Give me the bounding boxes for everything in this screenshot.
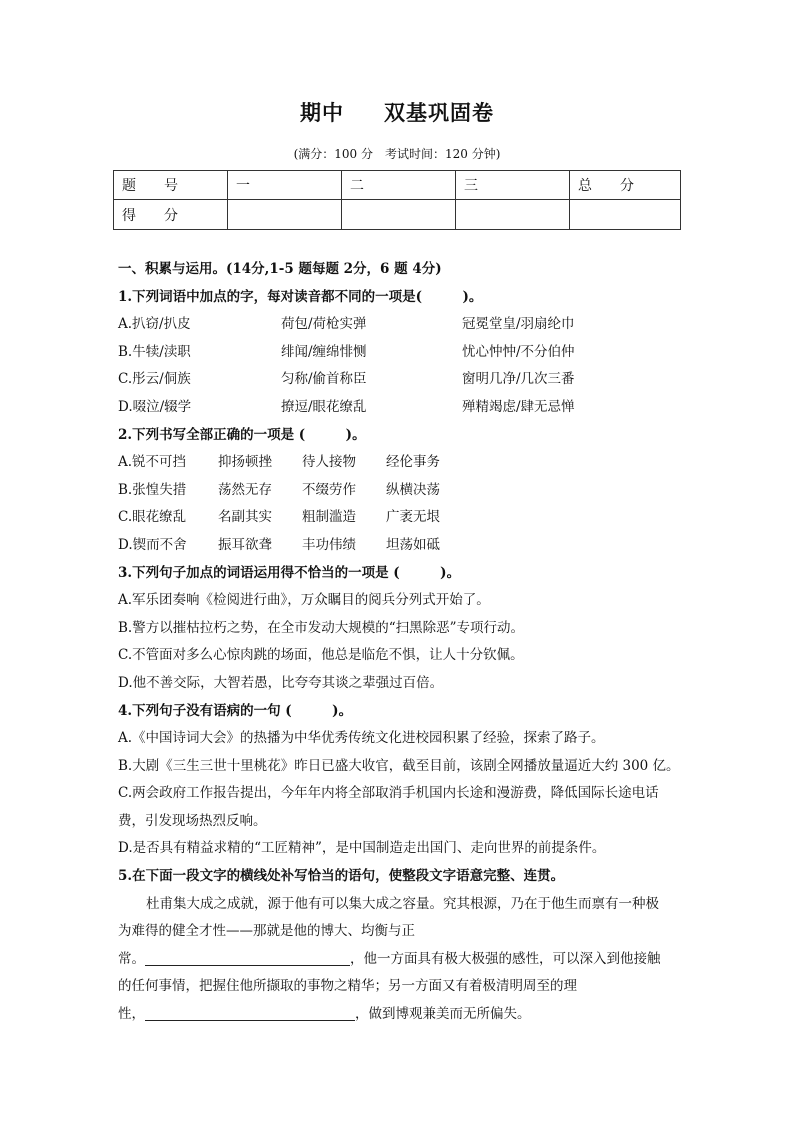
question-1-option-a[interactable]: [118, 311, 688, 339]
option-text: 振耳欲聋: [218, 536, 272, 553]
answer-blank-1[interactable]: [145, 947, 350, 966]
option-text: A.锐不可挡: [118, 454, 187, 471]
question-4-option-a[interactable]: A.《中国诗词大会》的热播为中华优秀传统文化进校园积累了经验，探索了路子。: [118, 730, 605, 747]
option-text: 荷包/荷枪实弹: [281, 316, 367, 333]
option-text: D.锲而不舍: [118, 536, 187, 553]
option-text: 纵横决荡: [386, 481, 440, 498]
question-1-option-c[interactable]: [118, 366, 688, 394]
score-input-cell[interactable]: [342, 200, 456, 230]
score-table: [113, 170, 681, 230]
score-table-cell: 二: [342, 171, 456, 200]
question-section: [118, 256, 688, 1029]
question-2-option-b[interactable]: [118, 477, 688, 505]
passage-text: ，他一方面具有极大极强的感性，可以深入到他接触: [350, 950, 661, 967]
question-4-option-b[interactable]: B.大剧《三生三世十里桃花》昨日已盛大收官，截至目前，该剧全网播放量逼近大约 300 亿。: [118, 757, 680, 774]
option-text: 粗制滥造: [302, 509, 356, 526]
option-text: 名副其实: [218, 509, 272, 526]
question-4-option-c-continued: 费，引发现场热烈反响。: [118, 812, 267, 829]
passage-text: 常。: [118, 950, 145, 967]
option-text: C.眼花缭乱: [118, 509, 187, 526]
score-table-cell: 得 分: [114, 200, 228, 230]
option-text: D.啜泣/辍学: [118, 398, 192, 415]
question-3-option-a[interactable]: A.军乐团奏响《检阅进行曲》，万众瞩目的阅兵分列式开始了。: [118, 592, 490, 609]
question-2-option-d[interactable]: [118, 532, 688, 560]
score-table-cell: 三: [456, 171, 570, 200]
passage-line-with-blank-1: [118, 946, 688, 974]
option-text: 荡然无存: [218, 481, 272, 498]
option-text: B.张惶失措: [118, 481, 187, 498]
score-table-cell: 一: [228, 171, 342, 200]
option-text: 殚精竭虑/肆无忌惮: [462, 398, 575, 415]
page-title: [0, 97, 794, 127]
passage-line-with-blank-2: [118, 1001, 688, 1029]
section-heading: 一、积累与运用。(14分,1-5 题每题 2分，6 题 4分): [118, 261, 442, 277]
option-text: 不缀劳作: [302, 481, 356, 498]
title-part-2: 双基巩固卷: [384, 100, 494, 125]
question-2-option-a[interactable]: [118, 449, 688, 477]
question-1-option-b[interactable]: [118, 339, 688, 367]
option-text: C.彤云/侗族: [118, 371, 191, 388]
score-table-cell: 总 分: [570, 171, 681, 200]
score-input-cell[interactable]: [570, 200, 681, 230]
question-2-stem: 2.下列书写全部正确的一项是 ( )。: [118, 426, 366, 443]
question-5-stem: 5.在下面一段文字的横线处补写恰当的语句，使整段文字语意完整、连贯。: [118, 868, 565, 885]
passage-line: 杜甫集大成之成就，源于他有可以集大成之容量。究其根源，乃在于他生而禀有一种极: [146, 895, 659, 912]
title-part-1: 期中: [300, 100, 344, 125]
question-4-stem: 4.下列句子没有语病的一句 ( )。: [118, 702, 353, 719]
exam-info: (满分：100 分 考试时间：120 分钟): [293, 147, 501, 161]
question-4-option-d[interactable]: D.是否具有精益求精的“工匠精神”，是中国制造走出国门、走向世界的前提条件。: [118, 840, 606, 857]
passage-line: 为难得的健全才性——那就是他的博大、均衡与正: [118, 923, 415, 940]
option-text: 窗明几净/几次三番: [462, 371, 575, 388]
passage-text: ，做到博观兼美而无所偏失。: [355, 1006, 531, 1023]
score-input-cell[interactable]: [228, 200, 342, 230]
answer-blank-2[interactable]: [145, 1002, 355, 1021]
question-4-option-c[interactable]: C.两会政府工作报告提出，今年年内将全部取消手机国内长途和漫游费，降低国际长途电话: [118, 785, 659, 802]
option-text: 丰功伟绩: [302, 536, 356, 553]
passage-text: 性，: [118, 1006, 145, 1023]
option-text: 坦荡如砥: [386, 536, 440, 553]
question-2-option-c[interactable]: [118, 504, 688, 532]
question-3-option-d[interactable]: D.他不善交际，大智若愚，比夸夸其谈之辈强过百倍。: [118, 674, 444, 691]
option-text: 匀称/偷首称臣: [281, 371, 367, 388]
question-1-stem: 1.下列词语中加点的字，每对读音都不同的一项是( )。: [118, 288, 483, 305]
score-input-cell[interactable]: [456, 200, 570, 230]
score-table-header-row: [114, 171, 681, 200]
question-3-option-b[interactable]: B.警方以摧枯拉朽之势，在全市发动大规模的“扫黑除恶”专项行动。: [118, 619, 525, 636]
option-text: B.牛犊/渎职: [118, 343, 191, 360]
question-1-option-d[interactable]: [118, 394, 688, 422]
option-text: 待人接物: [302, 454, 356, 471]
option-text: 绯闻/缠绵悱恻: [281, 343, 367, 360]
score-table-score-row: [114, 200, 681, 230]
question-3-option-c[interactable]: C.不管面对多么心惊肉跳的场面，他总是临危不惧，让人十分钦佩。: [118, 647, 524, 664]
passage-line: 的任何事情，把握住他所撷取的事物之精华；另一方面又有着极清明周至的理: [118, 978, 577, 995]
score-table-cell: 题 号: [114, 171, 228, 200]
option-text: 经伦事务: [386, 454, 440, 471]
option-text: 忧心忡忡/不分伯仲: [462, 343, 575, 360]
option-text: 撩逗/眼花缭乱: [281, 398, 367, 415]
question-3-stem: 3.下列句子加点的词语运用得不恰当的一项是 ( )。: [118, 564, 461, 581]
option-text: 广袤无垠: [386, 509, 440, 526]
option-text: 冠冕堂皇/羽扇纶巾: [462, 316, 575, 333]
option-text: 抑扬顿挫: [218, 454, 272, 471]
option-text: A.扒窃/扒皮: [118, 316, 191, 333]
